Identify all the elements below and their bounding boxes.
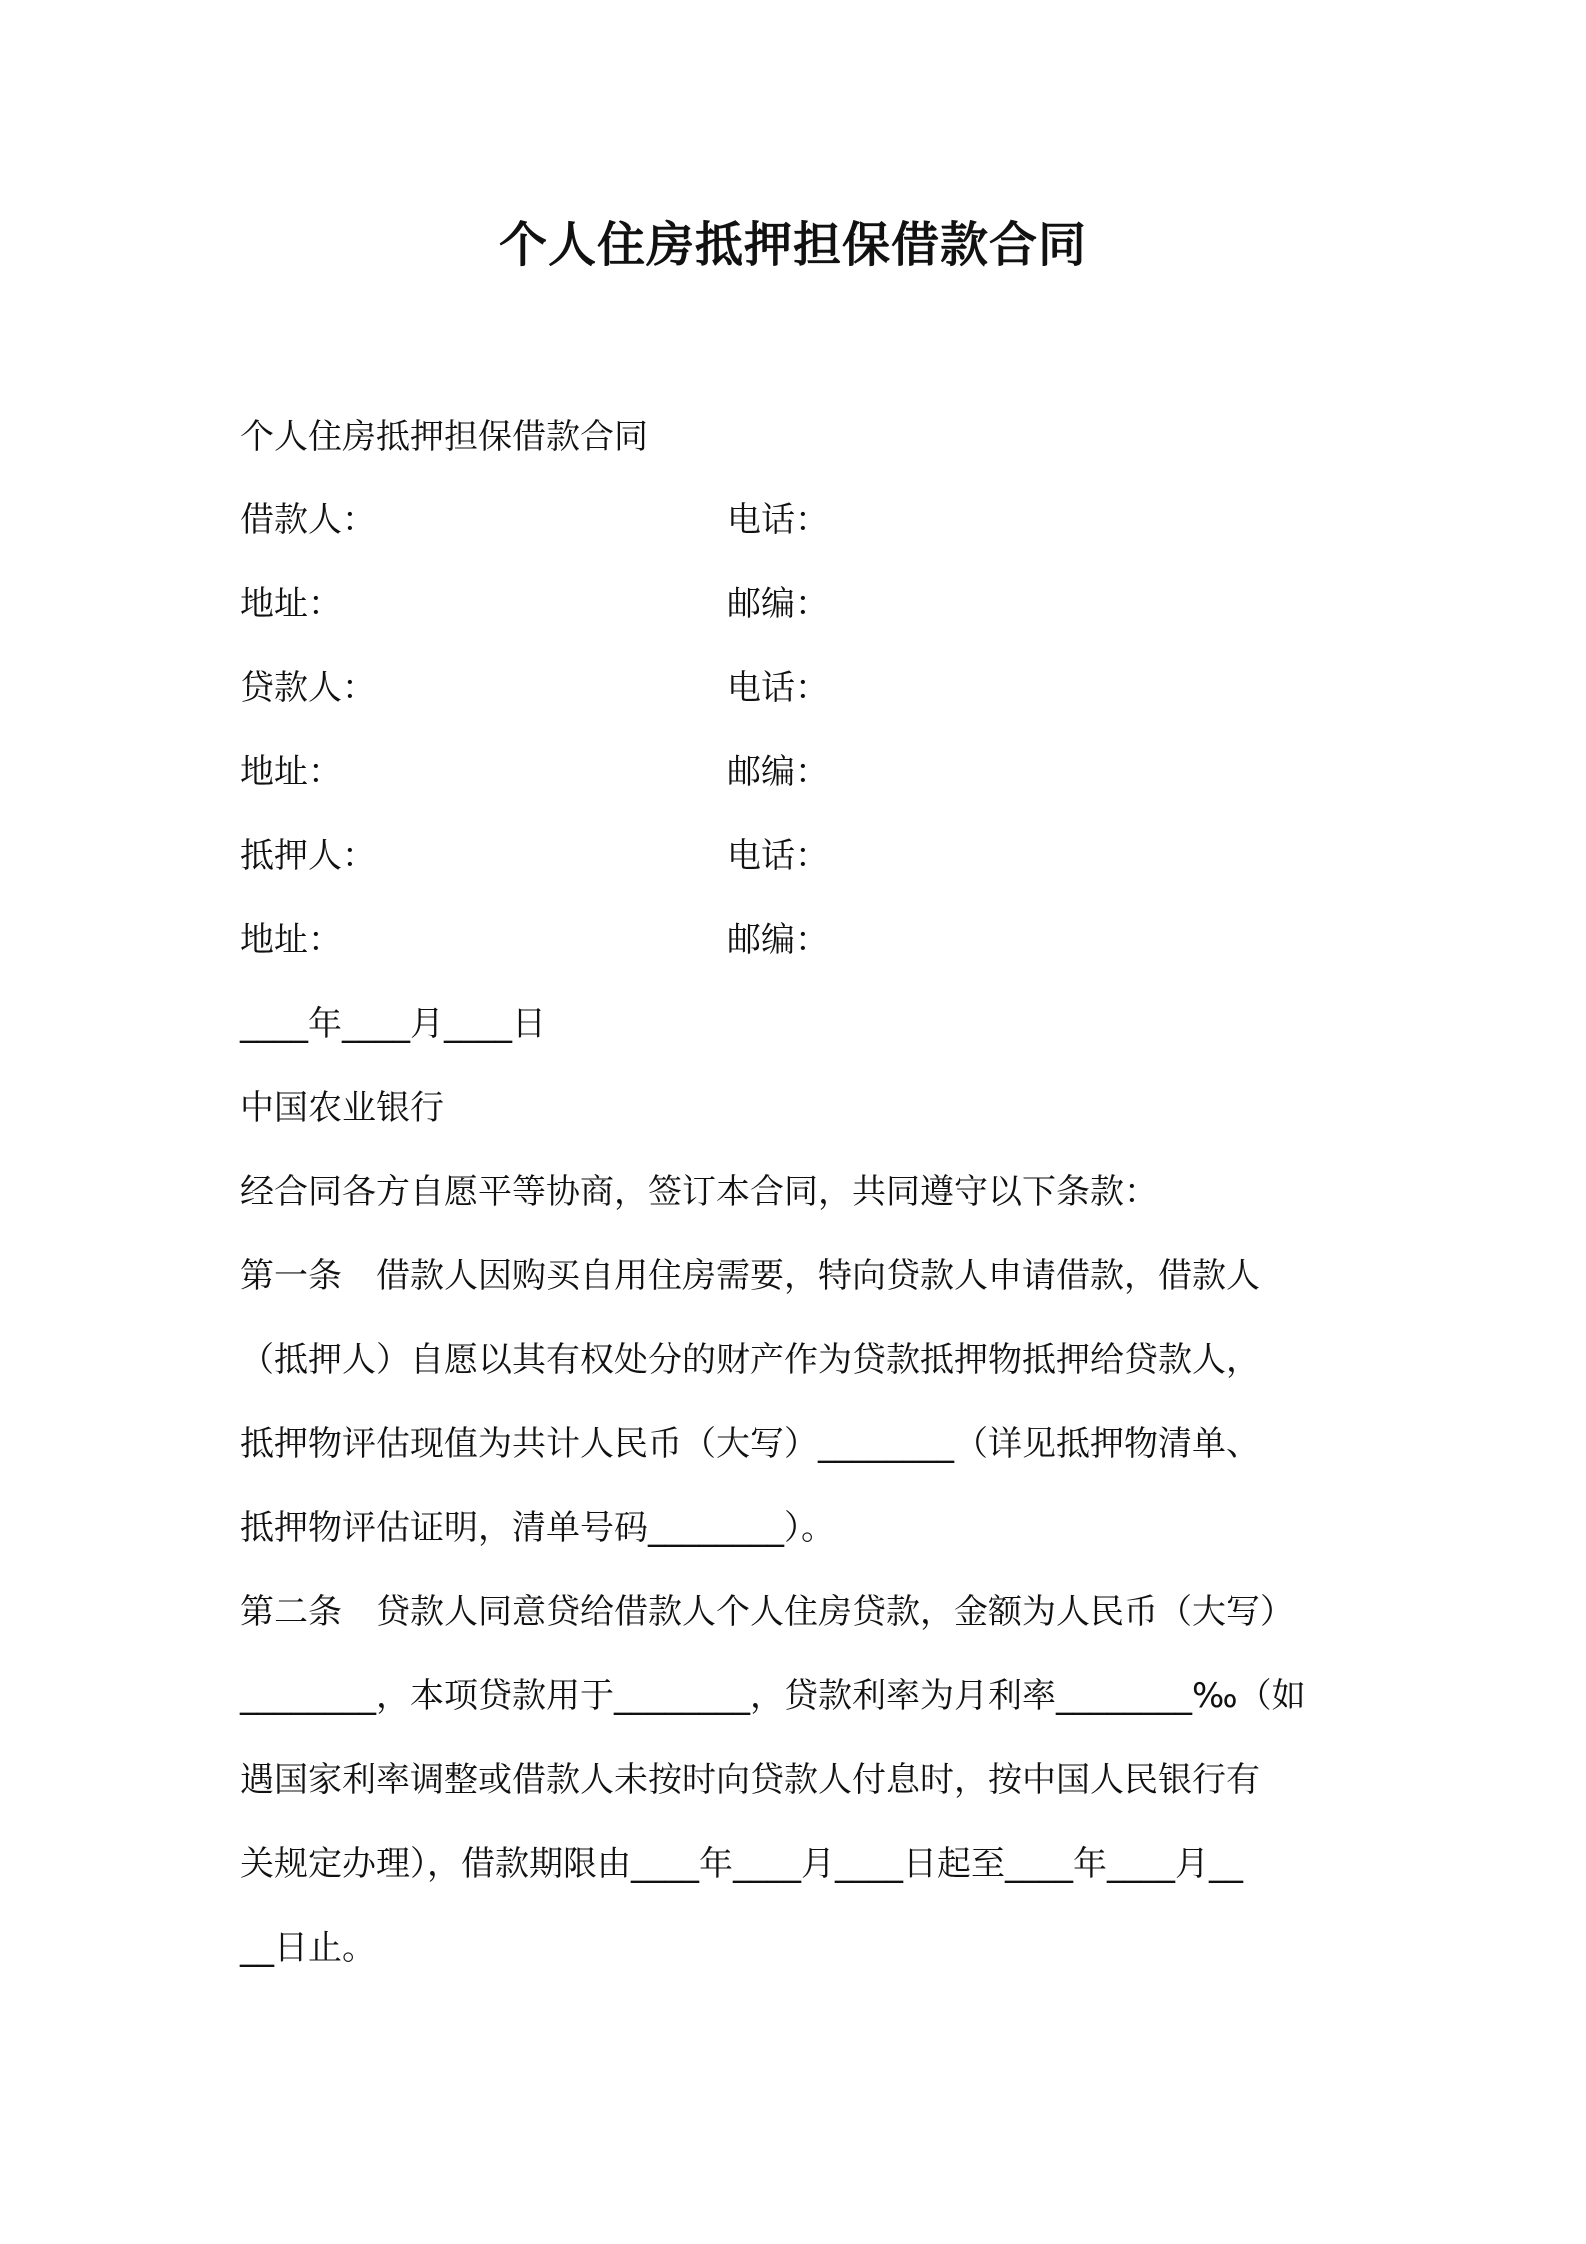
borrower-address-label: 地址： bbox=[240, 584, 342, 624]
mortgagor-label: 抵押人： bbox=[240, 836, 376, 876]
mortgagor-postcode-label: 邮编： bbox=[727, 920, 829, 960]
article-2-line: 关规定办理），借款期限由____年____月____日起至____年____月__ bbox=[240, 1844, 1243, 1884]
lender-label: 贷款人： bbox=[240, 668, 376, 708]
borrower-postcode-label: 邮编： bbox=[727, 584, 829, 624]
document-title: 个人住房抵押担保借款合同 bbox=[498, 217, 1087, 273]
borrower-phone-label: 电话： bbox=[727, 500, 829, 540]
article-2 bbox=[240, 1590, 1360, 2010]
lender-postcode-label: 邮编： bbox=[727, 752, 829, 792]
article-1-line: 第一条 借款人因购买自用住房需要，特向贷款人申请借款，借款人 bbox=[240, 1256, 1260, 1296]
article-1-line: 抵押物评估证明，清单号码________）。 bbox=[240, 1508, 835, 1548]
article-1-line: 抵押物评估现值为共计人民币（大写）________（详见抵押物清单、 bbox=[240, 1424, 1260, 1464]
lender-address-label: 地址： bbox=[240, 752, 342, 792]
article-2-line: 遇国家利率调整或借款人未按时向贷款人付息时，按中国人民银行有 bbox=[240, 1760, 1260, 1800]
intro-text: 经合同各方自愿平等协商，签订本合同，共同遵守以下条款： bbox=[240, 1172, 1158, 1212]
article-2-line: __日止。 bbox=[240, 1928, 376, 1968]
article-2-line: ________，本项贷款用于________，贷款利率为月利率________‰（如 bbox=[240, 1676, 1306, 1716]
date-line: ____年____月____日 bbox=[240, 1004, 546, 1044]
mortgagor-phone-label: 电话： bbox=[727, 836, 829, 876]
borrower-label: 借款人： bbox=[240, 500, 376, 540]
article-1 bbox=[240, 1254, 1360, 1590]
article-2-line: 第二条 贷款人同意贷给借款人个人住房贷款，金额为人民币（大写） bbox=[240, 1592, 1294, 1632]
document-subtitle: 个人住房抵押担保借款合同 bbox=[240, 417, 648, 457]
lender-phone-label: 电话： bbox=[727, 668, 829, 708]
article-1-line: （抵押人）自愿以其有权处分的财产作为贷款抵押物抵押给贷款人， bbox=[240, 1340, 1260, 1380]
bank-name: 中国农业银行 bbox=[240, 1088, 444, 1128]
mortgagor-address-label: 地址： bbox=[240, 920, 342, 960]
